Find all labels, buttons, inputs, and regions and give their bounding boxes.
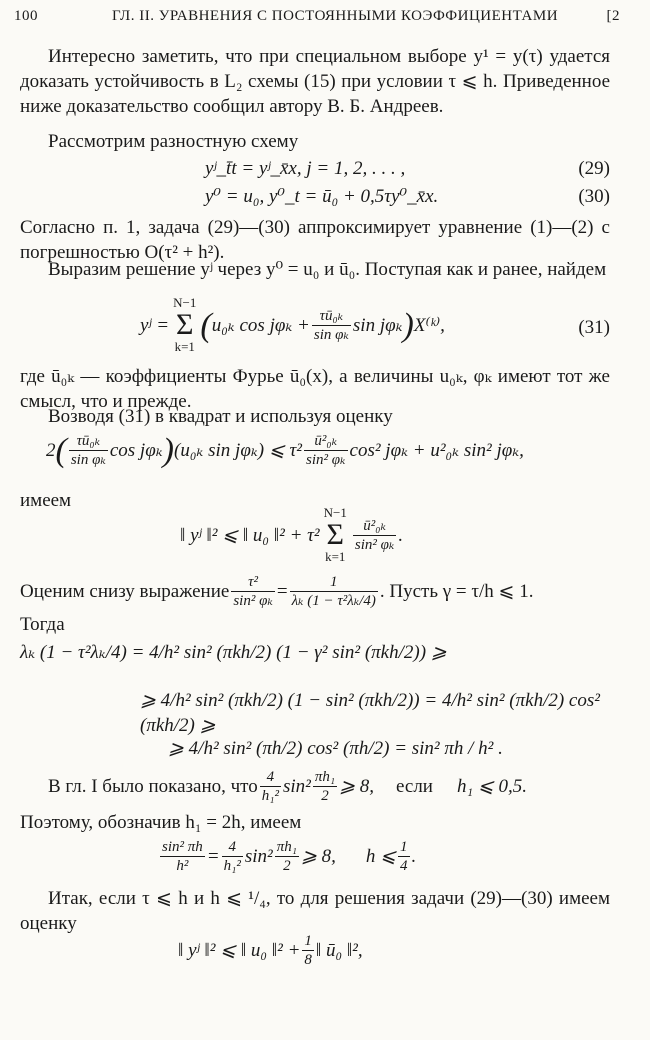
ineq-fraction [69, 432, 108, 469]
running-header [14, 4, 620, 28]
norm-fraction [353, 517, 397, 554]
eq31-sum [173, 296, 196, 354]
left-paren: ( [55, 432, 67, 469]
final-lhs: ‖ yʲ ‖² ⩽ ‖ u₀ ‖² + [178, 940, 301, 961]
final-estimate [178, 932, 363, 969]
equation-29-number: (29) [578, 158, 610, 179]
shown-ge: ⩾ 8, [339, 776, 374, 797]
h1-cond-den: 4 [400, 858, 408, 874]
h1-frac-den: h² [176, 858, 189, 874]
h1-fraction-2 [222, 838, 243, 875]
norm-sum-top: N−1 [323, 505, 347, 520]
norm-lhs: ‖ yʲ ‖² ⩽ ‖ u₀ ‖² + τ² [180, 524, 320, 546]
final-rhs: ‖ ū₀ ‖², [315, 940, 363, 961]
equation-29: yʲ_t̄t = yʲ_x̄x, j = 1, 2, . . . , [205, 158, 406, 179]
page-number: 100 [14, 8, 38, 24]
lambda-line-1: λₖ (1 − τ²λₖ/4) = 4/h² sin² (πkh/2) (1 − γ² sin² (πkh/2)) ⩾ [20, 642, 447, 663]
eq31-tail: X⁽ᵏ⁾, [413, 314, 445, 336]
h1-sin: sin² [244, 846, 273, 867]
section-number: [2 [606, 8, 620, 24]
h1-cond-num: 1 [400, 839, 408, 855]
h1-argument [275, 838, 299, 875]
est-frac2-den: λₖ (1 − τ²λₖ/4) [291, 593, 376, 609]
eq31-frac-den: sin φₖ [313, 326, 349, 343]
estimate-lead: Оценим снизу выражение [20, 581, 230, 602]
inequality-estimate [46, 432, 524, 469]
shown-lead: В гл. I было показано, что [48, 776, 258, 797]
lambda-line-2: ⩾ 4/h² sin² (πkh/2) (1 − sin² (πkh/2)) = 4/h² sin² (πkh/2) cos² (πkh/2) ⩾ [140, 690, 600, 736]
eq31-lhs: yʲ = [140, 314, 170, 336]
est-frac1-den: sin² φₖ [233, 593, 273, 609]
shown-argument [313, 768, 337, 805]
equation-30-number: (30) [578, 186, 610, 207]
norm-dot: . [398, 524, 404, 546]
equation-31-number: (31) [578, 317, 610, 338]
paragraph-scheme: Рассмотрим разностную схему [48, 131, 299, 152]
lambda-line-3: ⩾ 4/h² sin² (πh/2) cos² (πh/2) = sin² πh / h² . [168, 738, 503, 759]
eq31-term2: sin jφₖ [352, 314, 403, 336]
estimate-equals: = [276, 581, 288, 602]
norm-sum-bottom: k=1 [325, 549, 346, 564]
h1-condition-fraction [398, 838, 410, 875]
h1-frac2-num: 4 [222, 838, 243, 857]
ineq-frac-num: τū₀ₖ [69, 432, 108, 451]
right-paren: ) [162, 432, 174, 469]
shown-condition: h₁ ⩽ 0,5. [456, 776, 528, 797]
paragraph-conclusion: Итак, если τ ⩽ h и h ⩽ ¹/₄, то для решения задачи (29)—(30) имеем оценку [20, 888, 610, 934]
eq31-frac-num: τū₀ₖ [312, 307, 351, 326]
final-frac-den: 8 [304, 952, 312, 968]
left-paren: ( [200, 306, 212, 344]
paragraph-then: Тогда [20, 614, 65, 635]
eq31-fraction [312, 307, 351, 344]
shown-fraction [260, 768, 281, 805]
h1-arg-num: πh₁ [276, 839, 297, 855]
paragraph-shown [48, 768, 527, 805]
equation-30: y⁰ = u₀, y⁰_t = ū₀ + 0,5τy⁰_x̄x. [205, 186, 439, 207]
norm-inequality [180, 506, 403, 564]
paragraph-intro: Интересно заметить, что при специальном выборе y¹ = y(τ) удается доказать устойчивость в L₂ схемы (15) при условии τ ⩽ h. Приведенное ниже доказательство сообщил автору В. Б. Андреев. [20, 46, 610, 117]
shown-arg-den: 2 [321, 788, 329, 804]
h1-ge: ⩾ 8, [300, 846, 336, 867]
h1-fraction [160, 838, 205, 875]
h1-inequality [158, 838, 416, 875]
paragraph-we-have: имеем [20, 490, 72, 511]
eq31-term1: u₀ₖ cos jφₖ + [211, 314, 310, 336]
eq31-sum-top: N−1 [173, 295, 197, 310]
paragraph-solution: Выразим решение yʲ через y⁰ = u₀ и ū₀. Поступая как и ранее, найдем [48, 259, 607, 280]
right-paren: ) [402, 306, 414, 344]
final-frac-num: 1 [304, 933, 312, 949]
estimate-fraction-1 [231, 573, 275, 610]
ineq-lead: 2 [46, 440, 56, 461]
paragraph-estimate [20, 573, 620, 610]
norm-frac-num: ū²₀ₖ [353, 517, 397, 536]
h1-frac-num: sin² πh [162, 839, 203, 855]
running-title: ГЛ. II. УРАВНЕНИЯ С ПОСТОЯННЫМИ КОЭФФИЦИЕНТАМИ [112, 8, 559, 24]
h1-condition-dot: . [411, 846, 417, 867]
ineq-frac2-num: ū²₀ₖ [304, 432, 348, 451]
est-frac2-num: 1 [290, 573, 378, 592]
ineq-fraction-2 [304, 432, 348, 469]
sigma-symbol: Σ [326, 518, 344, 551]
ineq-frac-den: sin φₖ [70, 452, 106, 468]
final-fraction [302, 932, 314, 969]
h1-condition-lhs: h ⩽ [365, 846, 397, 867]
paragraph-therefore: Поэтому, обозначив h₁ = 2h, имеем [20, 812, 302, 833]
h1-arg-den: 2 [283, 858, 291, 874]
h1-frac2-den: h₁² [223, 858, 241, 874]
sigma-symbol: Σ [176, 308, 194, 341]
shown-frac-num: 4 [260, 768, 281, 787]
shown-arg-num: πh₁ [314, 769, 336, 785]
ineq-frac2-den: sin² φₖ [306, 452, 346, 468]
est-frac1-num: τ² [231, 573, 275, 592]
h1-eq: = [206, 846, 220, 867]
ineq-mid: (u₀ₖ sin jφₖ) ⩽ τ² [174, 440, 302, 461]
paragraph-squaring: Возводя (31) в квадрат и используя оценку [48, 406, 393, 427]
ineq-cos: cos jφₖ [109, 440, 163, 461]
shown-sin: sin² [282, 776, 311, 797]
estimate-fraction-2 [290, 573, 378, 610]
paragraph-approximation: Согласно п. 1, задача (29)—(30) аппроксимирует уравнение (1)—(2) с погрешностью O(τ² + h²). [20, 217, 610, 263]
norm-sum [324, 506, 347, 564]
norm-frac-den: sin² φₖ [354, 536, 395, 553]
ineq-tail: cos² jφₖ + u²₀ₖ sin² jφₖ, [349, 440, 524, 461]
eq31-sum-bottom: k=1 [174, 339, 195, 354]
equation-31 [140, 296, 445, 354]
paragraph-fourier: где ū₀ₖ — коэффициенты Фурье ū₀(x), а величины u₀ₖ, φₖ имеют тот же смысл, что и прежде. [20, 366, 610, 412]
shown-frac-den: h₁² [261, 788, 279, 804]
shown-if: если [395, 776, 433, 797]
estimate-tail: . Пусть γ = τ/h ⩽ 1. [379, 581, 534, 602]
